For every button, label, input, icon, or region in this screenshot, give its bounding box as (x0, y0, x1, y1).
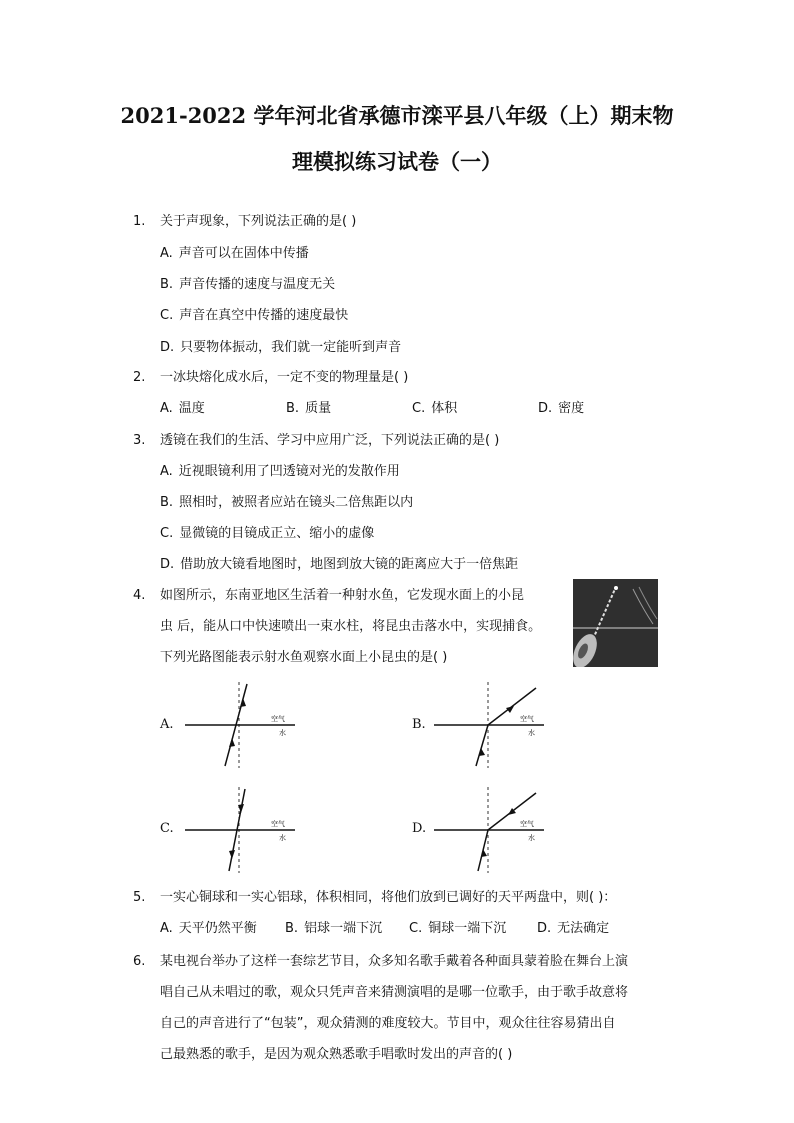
air-label: 空气 (520, 715, 534, 723)
q5-option-b[interactable] (285, 920, 382, 938)
option-label: B. (160, 277, 174, 292)
q2-option-a[interactable] (160, 400, 205, 418)
water-label: 水 (279, 834, 286, 842)
diagram-a (185, 682, 305, 768)
question-number: 2. (133, 370, 146, 385)
option-text: 只要物体振动，我们就一定能听到声音 (180, 340, 402, 355)
option-label: C. (160, 308, 174, 323)
question-6-text (160, 946, 665, 1070)
text-line: 下列光路图能表示射水鱼观察水面上小昆虫的是( ) (160, 650, 448, 665)
diagram-c (185, 787, 305, 873)
option-label: A. (160, 921, 173, 936)
option-text: 声音在真空中传播的速度最快 (179, 308, 349, 323)
diagram-d (434, 787, 554, 873)
page-title-line2: 理模拟练习试卷（一） (292, 149, 502, 174)
option-label: D. (538, 401, 553, 416)
water-label: 水 (279, 729, 286, 737)
question-text: 透镜在我们的生活、学习中应用广泛，下列说法正确的是( ) (160, 433, 500, 448)
text-line: 己最熟悉的歌手，是因为观众熟悉歌手唱歌时发出的声音的( ) (160, 1047, 513, 1062)
q1-option-a[interactable] (160, 245, 309, 263)
question-number: 3. (133, 433, 146, 448)
option-text: 声音传播的速度与温度无关 (179, 277, 336, 292)
option-label: D. (160, 340, 175, 355)
page-title-line1: 2021-2022 学年河北省承德市滦平县八年级（上）期末物 (120, 103, 674, 128)
text-line: 如图所示，东南亚地区生活着一种射水鱼，它发现水面上的小昆 (160, 588, 525, 603)
option-label: D. (537, 921, 552, 936)
question-4-text (160, 580, 570, 673)
q2-option-d[interactable] (538, 400, 584, 418)
air-label: 空气 (271, 715, 285, 723)
option-text: 声音可以在固体中传播 (178, 246, 309, 261)
option-label: A. (160, 401, 173, 416)
question-number: 4. (133, 588, 146, 603)
q3-option-b[interactable] (160, 494, 413, 512)
option-text: 温度 (178, 401, 205, 416)
option-label: C. (412, 401, 426, 416)
option-label: A. (160, 246, 173, 261)
q5-option-d[interactable] (537, 920, 609, 938)
option-label: C. (160, 526, 174, 541)
text-line: 虫 后，能从口中快速喷出一束水柱，将昆虫击落水中，实现捕食。 (160, 619, 542, 634)
diagram-b (434, 682, 554, 768)
option-label: B. (285, 921, 299, 936)
q1-option-c[interactable] (160, 307, 348, 325)
option-text: 体积 (431, 401, 458, 416)
text-line: 自己的声音进行了“包装”，观众猜测的难度较大。节目中，观众往往容易猜出自 (160, 1016, 616, 1031)
option-text: 显微镜的目镜成正立、缩小的虚像 (179, 526, 375, 541)
water-label: 水 (528, 729, 535, 737)
option-text: 铜球一端下沉 (428, 921, 507, 936)
diagram-a-label[interactable]: A. (160, 717, 174, 732)
option-label: C. (409, 921, 423, 936)
question-text: 关于声现象，下列说法正确的是( ) (160, 214, 357, 229)
option-text: 铝球一端下沉 (304, 921, 383, 936)
question-number: 5. (133, 890, 146, 905)
question-number: 1. (133, 214, 146, 229)
option-text: 照相时，被照者应站在镜头二倍焦距以内 (179, 495, 414, 510)
q3-option-a[interactable] (160, 463, 400, 481)
archer-fish-photo (573, 579, 658, 667)
option-text: 天平仍然平衡 (178, 921, 257, 936)
air-label: 空气 (271, 820, 285, 828)
water-label: 水 (528, 834, 535, 842)
option-label: B. (286, 401, 300, 416)
q1-option-b[interactable] (160, 276, 335, 294)
option-text: 近视眼镜利用了凹透镜对光的发散作用 (178, 464, 400, 479)
q3-option-c[interactable] (160, 525, 374, 543)
option-text: 无法确定 (557, 921, 610, 936)
q5-option-c[interactable] (409, 920, 506, 938)
question-number: 6. (133, 954, 146, 969)
question-text: 一冰块熔化成水后，一定不变的物理量是( ) (160, 370, 409, 385)
air-label: 空气 (520, 820, 534, 828)
diagram-c-label[interactable]: C. (160, 821, 174, 836)
option-label: D. (160, 557, 175, 572)
q2-option-c[interactable] (412, 400, 457, 418)
diagram-d-label[interactable]: D. (412, 821, 427, 836)
diagram-b-label[interactable]: B. (412, 717, 426, 732)
archer-fish-illustration (573, 579, 658, 667)
q3-option-d[interactable] (160, 556, 518, 574)
option-text: 质量 (305, 401, 332, 416)
option-text: 借助放大镜看地图时，地图到放大镜的距离应大于一倍焦距 (180, 557, 519, 572)
text-line: 唱自己从未唱过的歌，观众只凭声音来猜测演唱的是哪一位歌手，由于歌手故意将 (160, 985, 629, 1000)
q5-option-a[interactable] (160, 920, 257, 938)
question-text: 一实心铜球和一实心铝球，体积相同，将他们放到已调好的天平两盘中，则( )： (160, 890, 617, 905)
option-label: A. (160, 464, 173, 479)
q2-option-b[interactable] (286, 400, 331, 418)
option-label: B. (160, 495, 174, 510)
text-line: 某电视台举办了这样一套综艺节目，众多知名歌手戴着各种面具蒙着脸在舞台上演 (160, 954, 629, 969)
q1-option-d[interactable] (160, 339, 401, 357)
option-text: 密度 (558, 401, 585, 416)
